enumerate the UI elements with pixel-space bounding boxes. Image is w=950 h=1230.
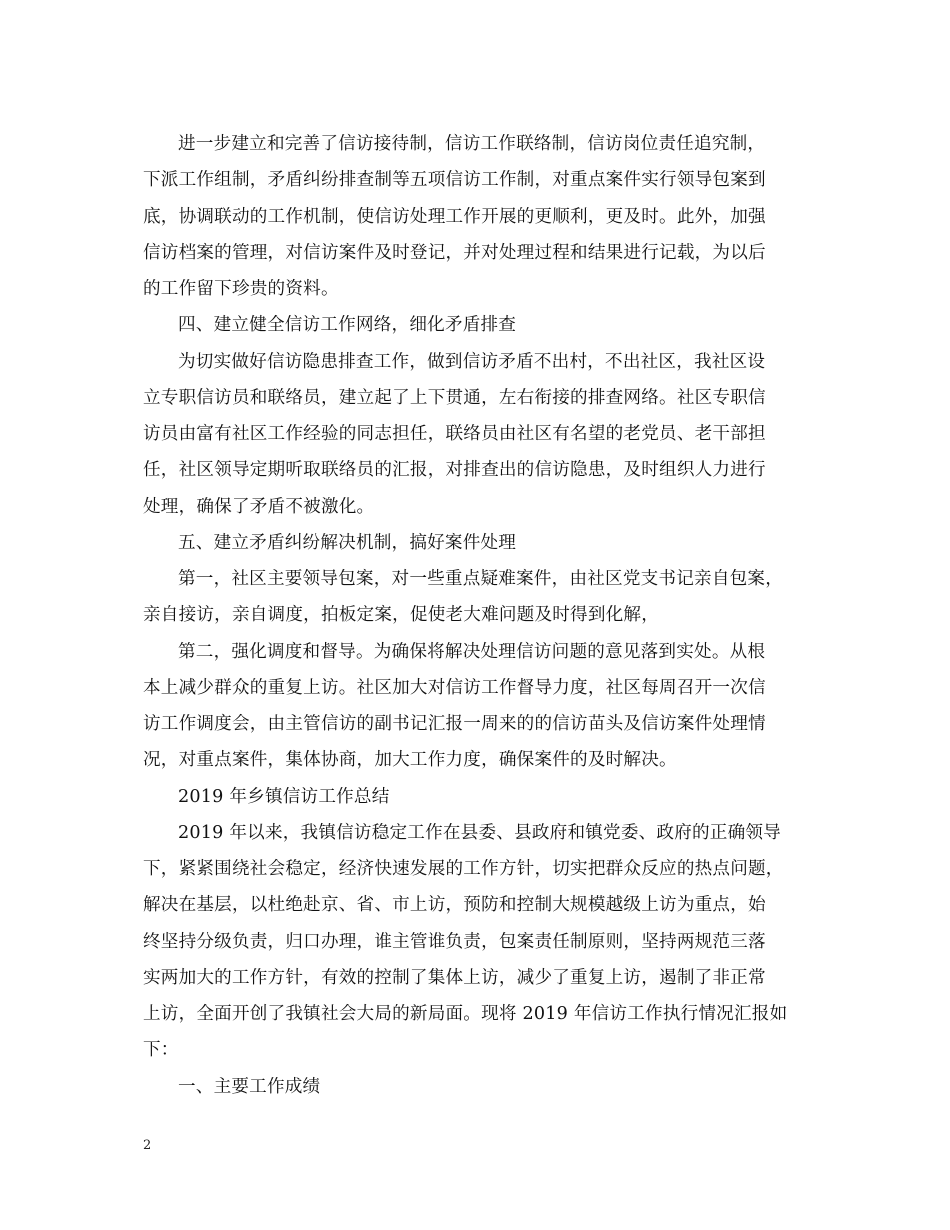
section-heading: 四、建立健全信访工作网络，细化矛盾排查 [178,315,517,336]
section-heading: 五、建立矛盾纠纷解决机制，搞好案件处理 [178,532,517,553]
body-paragraph: 第一，社区主要领导包案，对一些重点疑难案件，由社区党支书记亲自包案， 亲自接访，亲自调度，拍板定案，促使老大难问题及时得到化解， [143,569,783,626]
body-paragraph: 第二，强化调度和督导。为确保将解决处理信访问题的意见落到实处。从根 本上减少群众的重复上访。社区加大对信访工作督导力度，社区每周召开一次信 访工作调度会，由主管信访的副书记汇报一周来的的信访苗头及信访案件处理情 况，对重点案件，集体协商，加大工作力度，确保案件的及时解决。 [143,641,766,771]
body-paragraph: 进一步建立和完善了信访接待制，信访工作联络制，信访岗位责任追究制， 下派工作组制，矛盾纠纷排查制等五项信访工作制，对重点案件实行领导包案到 底，协调联动的工作机制，使信访处理工作开展的更顺利，更及时。此外，加强 信访档案的管理，对信访案件及时登记，并对处理过程和结果进行记载，为以后 的工作留下珍贵的资料。 [143,134,766,299]
page-number: 2 [143,1138,152,1153]
body-paragraph: 为切实做好信访隐患排查工作，做到信访矛盾不出村，不出社区，我社区设 立专职信访员和联络员，建立起了上下贯通，左右衔接的排查网络。社区专职信 访员由富有社区工作经验的同志担任，联络员由社区有名望的老党员、老干部担 任，社区领导定期听取联络员的汇报，对排查出的信访隐患，及时组织人力进行 处理，确保了矛盾不被激化。 [143,351,766,517]
body-paragraph: 2019 年以来，我镇信访稳定工作在县委、县政府和镇党委、政府的正确领导 下，紧紧围绕社会稳定，经济快速发展的工作方针，切实把群众反应的热点问题， 解决在基层，以杜绝赴京、省、市上访，预防和控制大规模越级上访为重点，始 终坚持分级负责，归口办理，谁主管谁负责，包案责任制原则，坚持两规范三落 实两加大的工作方针，有效的控制了集体上访，减少了重复上访，遏制了非正常 上访，全面开创了我镇社会大局的新局面。现将 2019 年信访工作执行情况汇报如 下： [143,822,788,1061]
document-body [143,126,819,1105]
document-title: 2019 年乡镇信访工作总结 [178,786,390,807]
section-heading: 一、主要工作成绩 [178,1076,321,1097]
